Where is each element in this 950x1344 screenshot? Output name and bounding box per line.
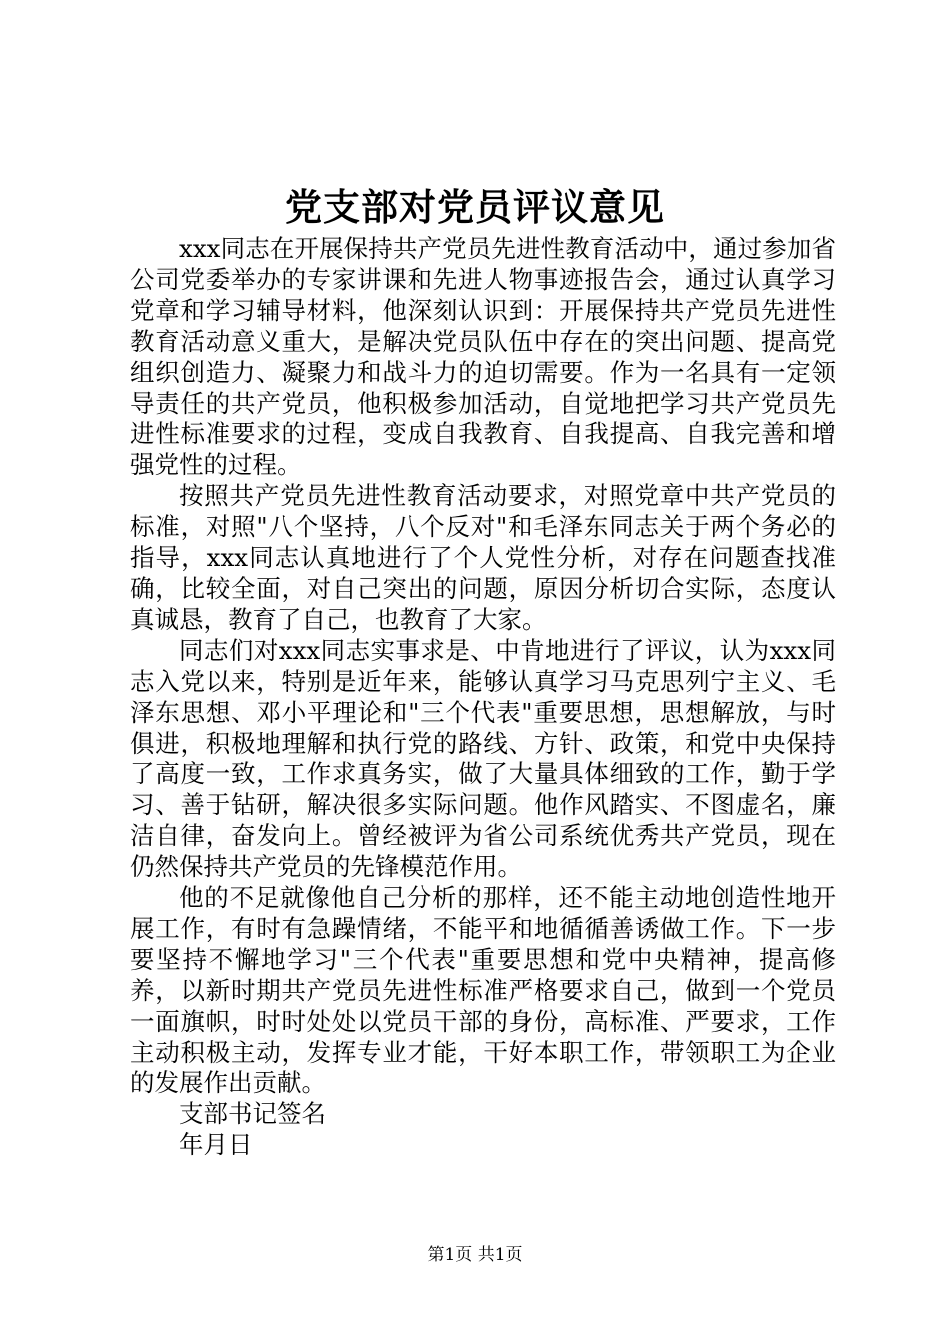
paragraph-2: 按照共产党员先进性教育活动要求，对照党章中共产党员的标准，对照"八个坚持，八个反对"和毛泽东同志关于两个务必的指导，xxx同志认真地进行了个人党性分析，对存在问题查找准确，比较全面，对自己突出的问题，原因分析切合实际，态度认真诚恳，教育了自己，也教育了大家。 [130,481,836,634]
paragraph-1: xxx同志在开展保持共产党员先进性教育活动中，通过参加省公司党委举办的专家讲课和先进人物事迹报告会，通过认真学习党章和学习辅导材料，他深刻认识到：开展保持共产党员先进性教育活动意义重大，是解决党员队伍中存在的突出问题、提高党组织创造力、凝聚力和战斗力的迫切需要。作为一名具有一定领导责任的共产党员，他积极参加活动，自觉地把学习共产党员先进性标准要求的过程，变成自我教育、自我提高、自我完善和增强党性的过程。 [130,234,836,480]
document-body [130,234,836,1161]
signature-line: 支部书记签名 [179,1099,326,1129]
date-line: 年月日 [179,1130,253,1160]
paragraph-4: 他的不足就像他自己分析的那样，还不能主动地创造性地开展工作，有时有急躁情绪，不能平和地循循善诱做工作。下一步要坚持不懈地学习"三个代表"重要思想和党中央精神，提高修养，以新时期共产党员先进性标准严格要求自己，做到一个党员一面旗帜，时时处处以党员干部的身份，高标准、严要求，工作主动积极主动，发挥专业才能，干好本职工作，带领职工为企业的发展作出贡献。 [130,883,836,1098]
document-title: 党支部对党员评议意见 [285,185,665,229]
paragraph-3: 同志们对xxx同志实事求是、中肯地进行了评议，认为xxx同志入党以来，特别是近年来，能够认真学习马克思列宁主义、毛泽东思想、邓小平理论和"三个代表"重要思想，思想解放，与时俱进，积极地理解和执行党的路线、方针、政策，和党中央保持了高度一致，工作求真务实，做了大量具体细致的工作，勤于学习、善于钻研，解决很多实际问题。他作风踏实、不图虚名，廉洁自律，奋发向上。曾经被评为省公司系统优秀共产党员，现在仍然保持共产党员的先锋模范作用。 [130,635,836,882]
page-footer: 第1页 共1页 [427,1245,523,1265]
